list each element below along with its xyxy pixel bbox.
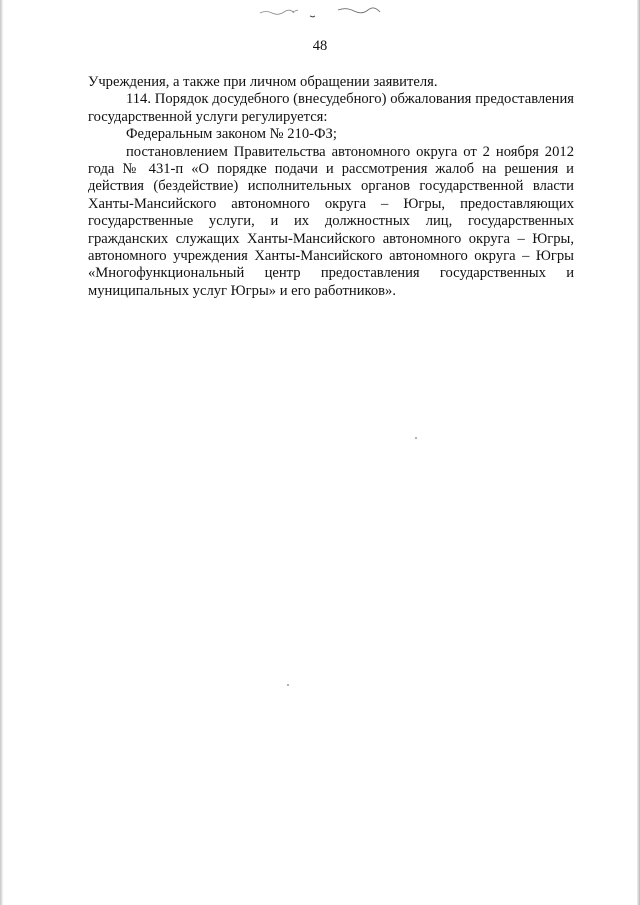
- paragraph-continuation: Учреждения, а также при личном обращении заявителя.: [88, 74, 438, 90]
- paragraph-item-114: 114. Порядок досудебного (внесудебного) обжалования предоставления государственной услуги регулируется:: [88, 91, 574, 125]
- document-body: [88, 74, 574, 300]
- page-number: 48: [312, 38, 328, 54]
- paragraph-government-resolution: постановлением Правительства автономного округа от 2 ноября 2012 года № 431-п «О порядке подачи и рассмотрения жалоб на решения и действия (бездействие) исполнительных органов государственной власти Ханты-Мансийского автономного округа – Югры, предоставляющих государственные услуги, и их должностных лиц, государственных гражданских служащих Ханты-Мансийского автономного округа – Югры, автономного учреждения Ханты-Мансийского автономного округа – Югры «Многофункциональный центр предоставления государственных и муниципальных услуг Югры» и его работников».: [88, 143, 574, 299]
- scan-edge-left: [0, 0, 3, 905]
- paragraph-federal-law: Федеральным законом № 210-ФЗ;: [126, 126, 337, 143]
- scan-noise-marks: [258, 4, 388, 18]
- scan-speck: [287, 684, 289, 686]
- scan-speck: [415, 437, 417, 439]
